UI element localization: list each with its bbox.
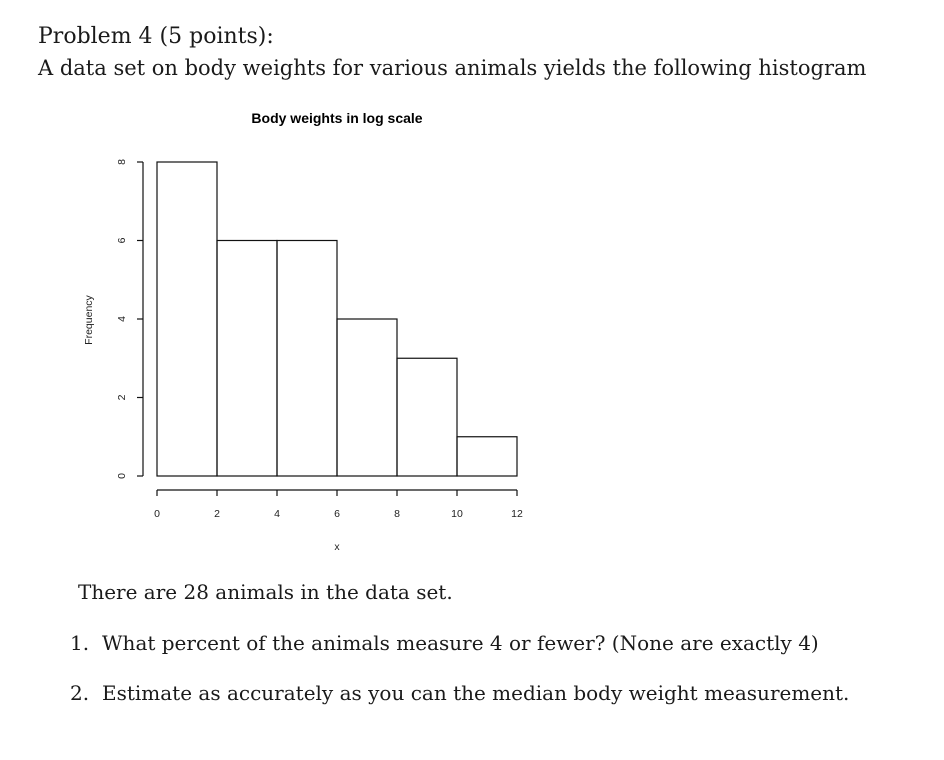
- question-1-text: What percent of the animals measure 4 or fewer? (None are exactly 4): [102, 631, 819, 655]
- y-tick-label-2: 4: [116, 316, 128, 322]
- y-tick-label-3: 6: [116, 237, 128, 244]
- x-tick-label-1: 2: [214, 508, 220, 520]
- chart-title: Body weights in log scale: [251, 110, 423, 126]
- question-1: [70, 631, 819, 655]
- histogram-bar-3: [337, 319, 397, 476]
- question-2-number: 2.: [70, 681, 90, 705]
- animal-count-text: There are 28 animals in the data set.: [78, 580, 453, 604]
- x-axis-label: x: [334, 541, 340, 553]
- histogram-bar-0: [157, 162, 217, 476]
- problem-intro: A data set on body weights for various animals yields the following histogram: [38, 56, 867, 80]
- x-tick-label-0: 0: [154, 508, 160, 520]
- y-tick-label-0: 0: [116, 473, 128, 479]
- x-tick-label-5: 10: [451, 508, 463, 520]
- x-tick-label-3: 6: [334, 508, 340, 520]
- question-2-text: Estimate as accurately as you can the median body weight measurement.: [102, 681, 850, 705]
- x-tick-label-6: 12: [511, 508, 523, 520]
- problem-title: Problem 4 (5 points):: [38, 24, 274, 49]
- y-tick-label-4: 8: [116, 159, 128, 165]
- y-tick-label-1: 2: [116, 394, 128, 401]
- y-axis-label: Frequency: [83, 295, 95, 345]
- question-1-number: 1.: [70, 631, 90, 655]
- histogram-bar-5: [457, 437, 517, 476]
- question-2: [70, 681, 849, 705]
- histogram-bar-1: [217, 241, 277, 477]
- histogram-bar-4: [397, 358, 457, 476]
- x-tick-label-2: 4: [274, 508, 280, 520]
- histogram-bar-2: [277, 241, 337, 477]
- x-tick-label-4: 8: [394, 508, 400, 520]
